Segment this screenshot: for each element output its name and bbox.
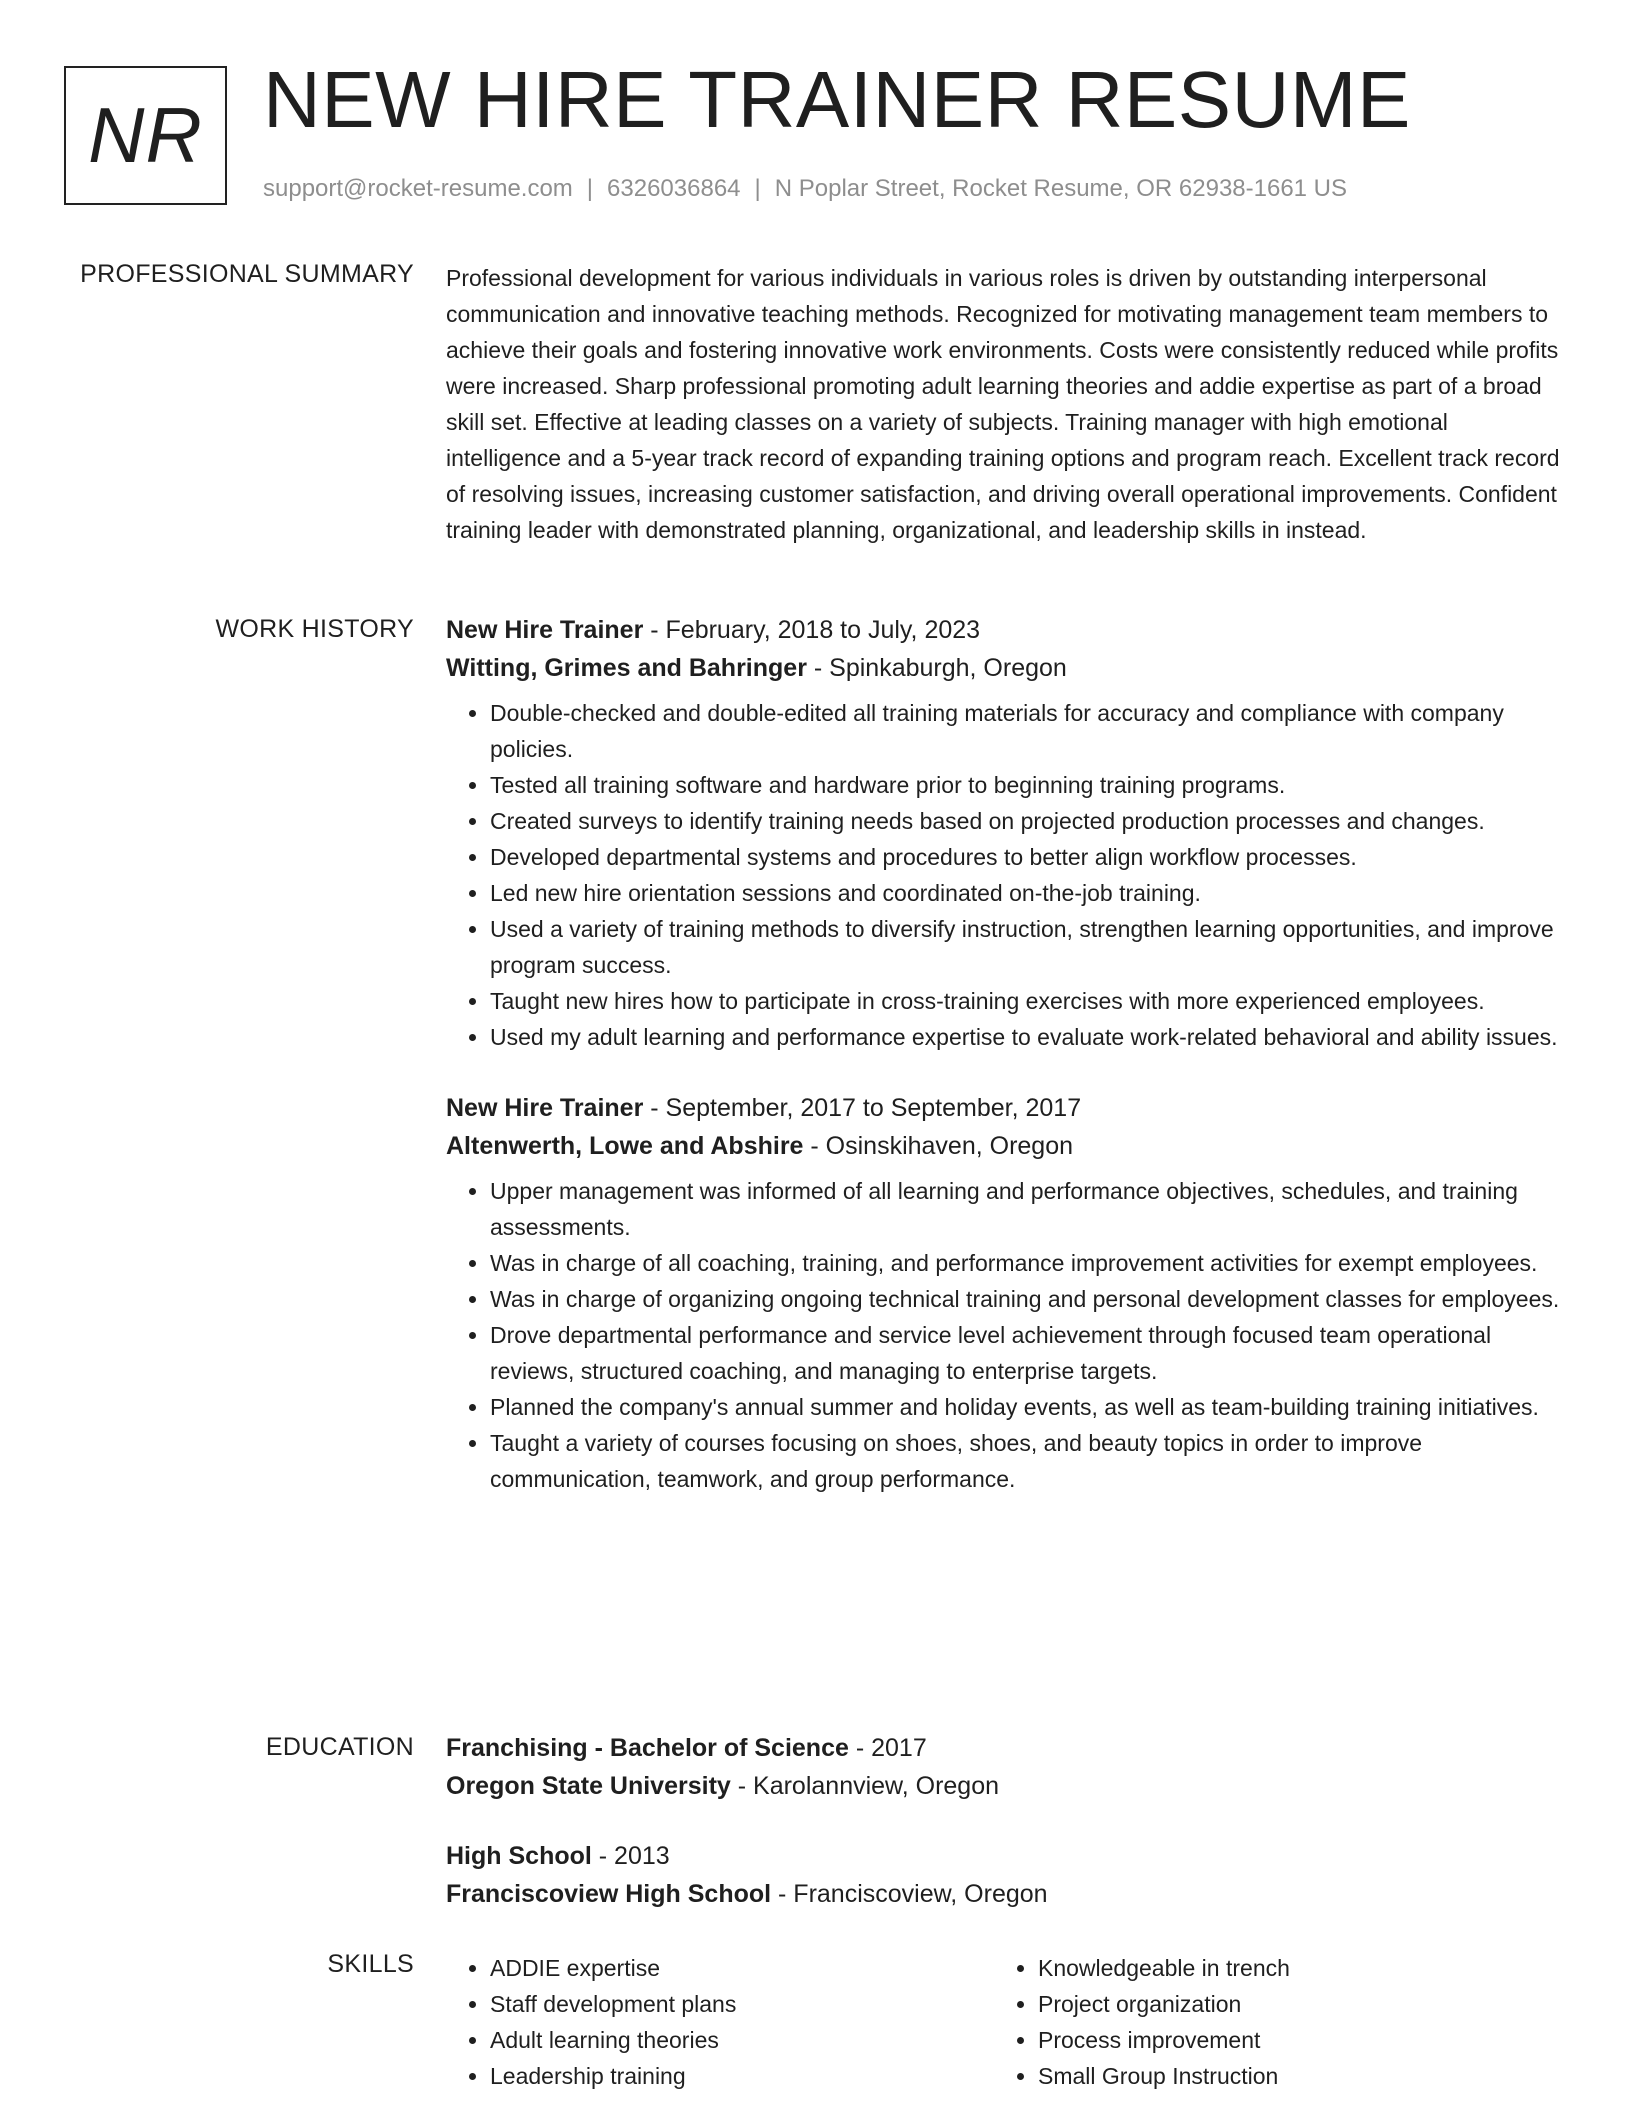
list-item: • Leadership training	[490, 2058, 994, 2094]
contact-email: support@rocket-resume.com	[263, 175, 573, 202]
page-title: NEW HIRE TRAINER RESUME	[263, 55, 1411, 144]
job-title-line	[446, 611, 1566, 649]
education-school-line	[446, 1767, 1566, 1805]
list-item: • Led new hire orientation sessions and coordinated on-the-job training.	[490, 875, 1566, 911]
list-item: • Adult learning theories	[490, 2022, 994, 2058]
skills-list-right	[994, 1950, 1542, 2094]
education-body	[446, 1729, 1566, 1913]
education-degree: High School	[446, 1842, 592, 1870]
list-item: • Small Group Instruction	[1038, 2058, 1542, 2094]
education-degree-line	[446, 1729, 1566, 1767]
job-company: Altenwerth, Lowe and Abshire	[446, 1132, 804, 1160]
list-item: • Was in charge of organizing ongoing technical training and personal development classes for employees.	[490, 1281, 1566, 1317]
education-school: Oregon State University	[446, 1772, 731, 1800]
list-item: • Used a variety of training methods to diversify instruction, strengthen learning opportunities, and improve program success.	[490, 911, 1566, 983]
list-item: • ADDIE expertise	[490, 1950, 994, 1986]
education-year: - 2013	[591, 1842, 670, 1870]
contact-address: N Poplar Street, Rocket Resume, OR 62938-1661 US	[774, 175, 1348, 202]
list-item: • Project organization	[1038, 1986, 1542, 2022]
skills-columns	[446, 1950, 1566, 2094]
education-location: - Franciscoview, Oregon	[771, 1880, 1048, 1908]
skills-list-left	[446, 1950, 994, 2094]
job-bullets	[446, 695, 1566, 1055]
education-entry	[446, 1837, 1566, 1913]
job-entry	[446, 1089, 1566, 1497]
education-degree-line	[446, 1837, 1566, 1875]
list-item: • Staff development plans	[490, 1986, 994, 2022]
job-location: - Osinskihaven, Oregon	[803, 1132, 1074, 1160]
list-item: • Created surveys to identify training needs based on projected production processes and changes.	[490, 803, 1566, 839]
contact-separator: |	[754, 175, 761, 202]
section-label-education: EDUCATION	[265, 1733, 414, 1761]
job-dates: - September, 2017 to September, 2017	[643, 1094, 1082, 1122]
job-location: - Spinkaburgh, Oregon	[806, 654, 1067, 682]
list-item: • Knowledgeable in trench	[1038, 1950, 1542, 1986]
skills-column-right	[994, 1950, 1542, 2094]
education-entry	[446, 1729, 1566, 1805]
contact-line	[263, 175, 1347, 203]
job-company: Witting, Grimes and Bahringer	[446, 654, 807, 682]
list-item: • Taught a variety of courses focusing on shoes, shoes, and beauty topics in order to improve communication, teamwork, and group performance.	[490, 1425, 1566, 1497]
education-year: - 2017	[848, 1734, 927, 1762]
job-dates: - February, 2018 to July, 2023	[643, 616, 981, 644]
monogram-logo: NR	[64, 66, 227, 205]
list-item: • Process improvement	[1038, 2022, 1542, 2058]
education-degree: Franchising - Bachelor of Science	[446, 1734, 849, 1762]
contact-separator: |	[586, 175, 594, 202]
job-bullets	[446, 1173, 1566, 1497]
job-title: New Hire Trainer	[446, 1094, 644, 1122]
job-title-line	[446, 1089, 1566, 1127]
list-item: • Taught new hires how to participate in cross-training exercises with more experienced employees.	[490, 983, 1566, 1019]
education-school: Franciscoview High School	[446, 1880, 772, 1908]
education-location: - Karolannview, Oregon	[730, 1772, 1000, 1800]
summary-body	[446, 260, 1566, 548]
work-history-body	[446, 611, 1566, 1497]
list-item: • Planned the company's annual summer and holiday events, as well as team-building training initiatives.	[490, 1389, 1566, 1425]
list-item: • Drove departmental performance and service level achievement through focused team operational reviews, structured coaching, and managing to enterprise targets.	[490, 1317, 1566, 1389]
job-title: New Hire Trainer	[446, 616, 644, 644]
job-company-line	[446, 1127, 1566, 1165]
list-item: • Upper management was informed of all learning and performance objectives, schedules, and training assessments.	[490, 1173, 1566, 1245]
section-label-skills: SKILLS	[327, 1950, 414, 1978]
contact-phone: 6326036864	[607, 175, 741, 202]
summary-text: Professional development for various individuals in various roles is driven by outstanding interpersonal communication and innovative teaching methods. Recognized for motivating management team members to achieve their goals and fostering innovative work environments. Costs were consistently reduced while profits were increased. Sharp professional promoting adult learning theories and addie expertise as part of a broad skill set. Effective at leading classes on a variety of subjects. Training manager with high emotional intelligence and a 5-year track record of expanding training options and program reach. Excellent track record of resolving issues, increasing customer satisfaction, and driving overall operational improvements. Confident training leader with demonstrated planning, organizational, and leadership skills in instead.	[446, 265, 1560, 543]
job-entry	[446, 611, 1566, 1055]
list-item: • Used my adult learning and performance expertise to evaluate work-related behavioral and ability issues.	[490, 1019, 1566, 1055]
skills-column-left	[446, 1950, 994, 2094]
list-item: • Developed departmental systems and procedures to better align workflow processes.	[490, 839, 1566, 875]
section-label-work: WORK HISTORY	[215, 615, 414, 643]
education-school-line	[446, 1875, 1566, 1913]
job-company-line	[446, 649, 1566, 687]
list-item: • Tested all training software and hardware prior to beginning training programs.	[490, 767, 1566, 803]
list-item: • Was in charge of all coaching, training, and performance improvement activities for exempt employees.	[490, 1245, 1566, 1281]
skills-body	[446, 1950, 1566, 2094]
list-item: • Double-checked and double-edited all training materials for accuracy and compliance with company policies.	[490, 695, 1566, 767]
section-label-summary: PROFESSIONAL SUMMARY	[80, 260, 414, 288]
